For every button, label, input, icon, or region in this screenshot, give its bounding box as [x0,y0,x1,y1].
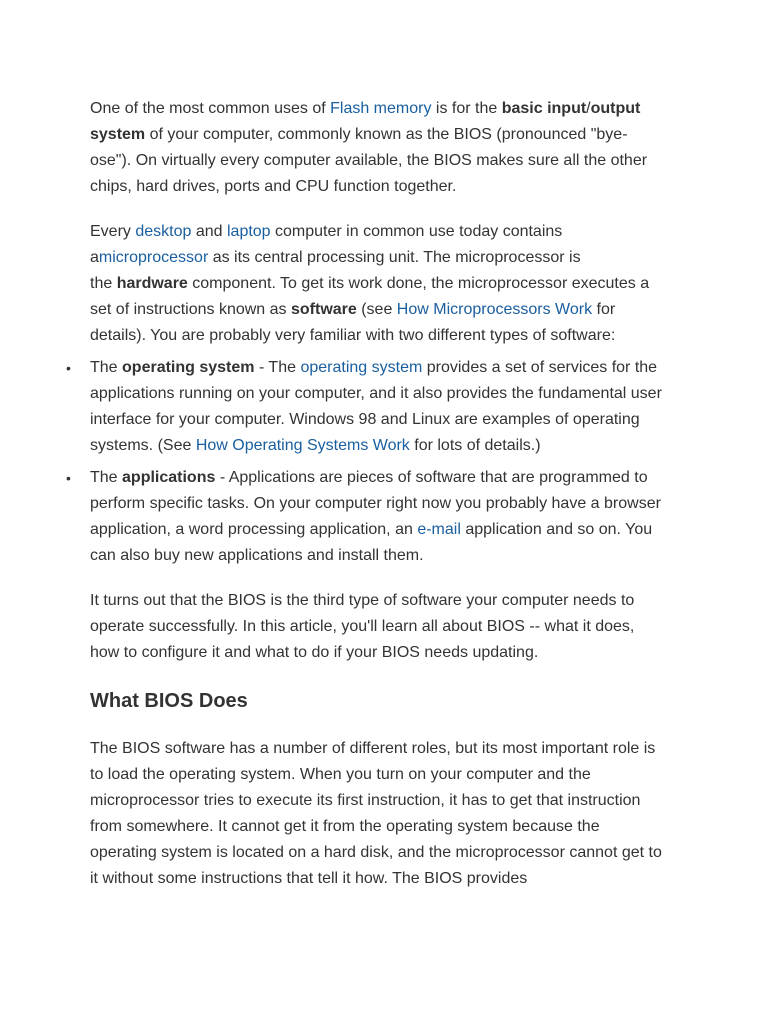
text-run: / [586,100,591,117]
text-line: applications running on your computer, and it also provides the fundamental user [90,385,662,402]
section-heading: What BIOS Does [90,690,248,712]
text-run: for [592,301,616,318]
text-run: provides a set of services for the [422,359,658,376]
text-run: computer in common use today contains [270,223,563,240]
text-line [90,297,690,323]
text-line: to load the operating system. When you turn on your computer and the [90,766,591,783]
text-line [90,465,690,491]
text-line: from somewhere. It cannot get it from the operating system because the [90,818,600,835]
text-run: The [90,359,123,376]
link-microprocessor[interactable]: microprocessor [98,249,209,266]
text-run: One of the most common uses of [90,100,331,117]
text-line: ose"). On virtually every computer available, the BIOS makes sure all the other [90,152,648,169]
text-line: chips, hard drives, ports and CPU function together. [90,178,457,195]
text-line [90,96,690,122]
text-run: is for the [431,100,502,117]
bold-term-hardware: hardware [116,275,188,292]
list-item-operating-system [66,355,690,459]
text-line [90,433,690,459]
bold-term-output: output [590,100,641,117]
text-run: Every [90,223,136,240]
text-line: interface for your computer. Windows 98 and Linux are examples of operating [90,411,640,428]
text-line: how to configure it and what to do if your BIOS needs updating. [90,644,539,661]
text-line: operate successfully. In this article, you'll learn all about BIOS -- what it does, [90,618,635,635]
text-run: systems. (See [90,437,196,454]
link-how-microprocessors-work[interactable]: How Microprocessors Work [396,301,593,318]
text-run: - The [254,359,301,376]
text-run: The [90,469,123,486]
text-run: application and so on. You [460,521,653,538]
text-line: It turns out that the BIOS is the third type of software your computer needs to [90,592,635,609]
text-run: - Applications are pieces of software that are programmed to [215,469,648,486]
text-run: for lots of details.) [409,437,541,454]
paragraph-what-bios-does [90,736,690,892]
link-laptop[interactable]: laptop [226,223,271,240]
text-line [90,122,690,148]
bold-term-operating-system: operating system [122,359,255,376]
link-how-operating-systems-work[interactable]: How Operating Systems Work [195,437,410,454]
text-run: set of instructions known as [90,301,291,318]
text-run: component. To get its work done, the microprocessor executes a [187,275,650,292]
bold-term-basic-input: basic input [501,100,587,117]
text-line [90,245,690,271]
bullet-icon: • [66,360,71,376]
text-line: can also buy new applications and install them. [90,547,424,564]
text-line [90,355,690,381]
text-run: application, a word processing application, an [90,521,418,538]
text-line: The BIOS software has a number of different roles, but its most important role is [90,740,656,757]
text-run: (see [356,301,397,318]
text-line: operating system is located on a hard disk, and the microprocessor cannot get to [90,844,662,861]
link-desktop[interactable]: desktop [135,223,192,240]
text-run: as its central processing unit. The microprocessor is [208,249,581,266]
text-line: details). You are probably very familiar with two different types of software: [90,327,616,344]
text-line: perform specific tasks. On your computer right now you probably have a browser [90,495,661,512]
text-run: and [191,223,227,240]
paragraph-third-type [90,588,690,666]
text-line [90,517,690,543]
text-line [90,219,690,245]
list-item-applications [66,465,690,569]
paragraph-flash-memory [90,96,690,200]
bullet-icon: • [66,470,71,486]
link-operating-system[interactable]: operating system [300,359,423,376]
text-run: the [90,275,117,292]
text-run: a [90,249,99,266]
link-flash-memory[interactable]: Flash memory [330,100,432,117]
text-line: microprocessor tries to execute its first instruction, it has to get that instruction [90,792,641,809]
bold-term-system: system [90,126,146,143]
text-line: it without some instructions that tell it how. The BIOS provides [90,870,528,887]
text-run: of your computer, commonly known as the BIOS (pronounced "bye- [145,126,628,143]
link-e-mail[interactable]: e-mail [417,521,461,538]
bold-term-software: software [290,301,357,318]
bold-term-applications: applications [122,469,216,486]
text-line [90,271,690,297]
paragraph-microprocessor [90,219,690,349]
